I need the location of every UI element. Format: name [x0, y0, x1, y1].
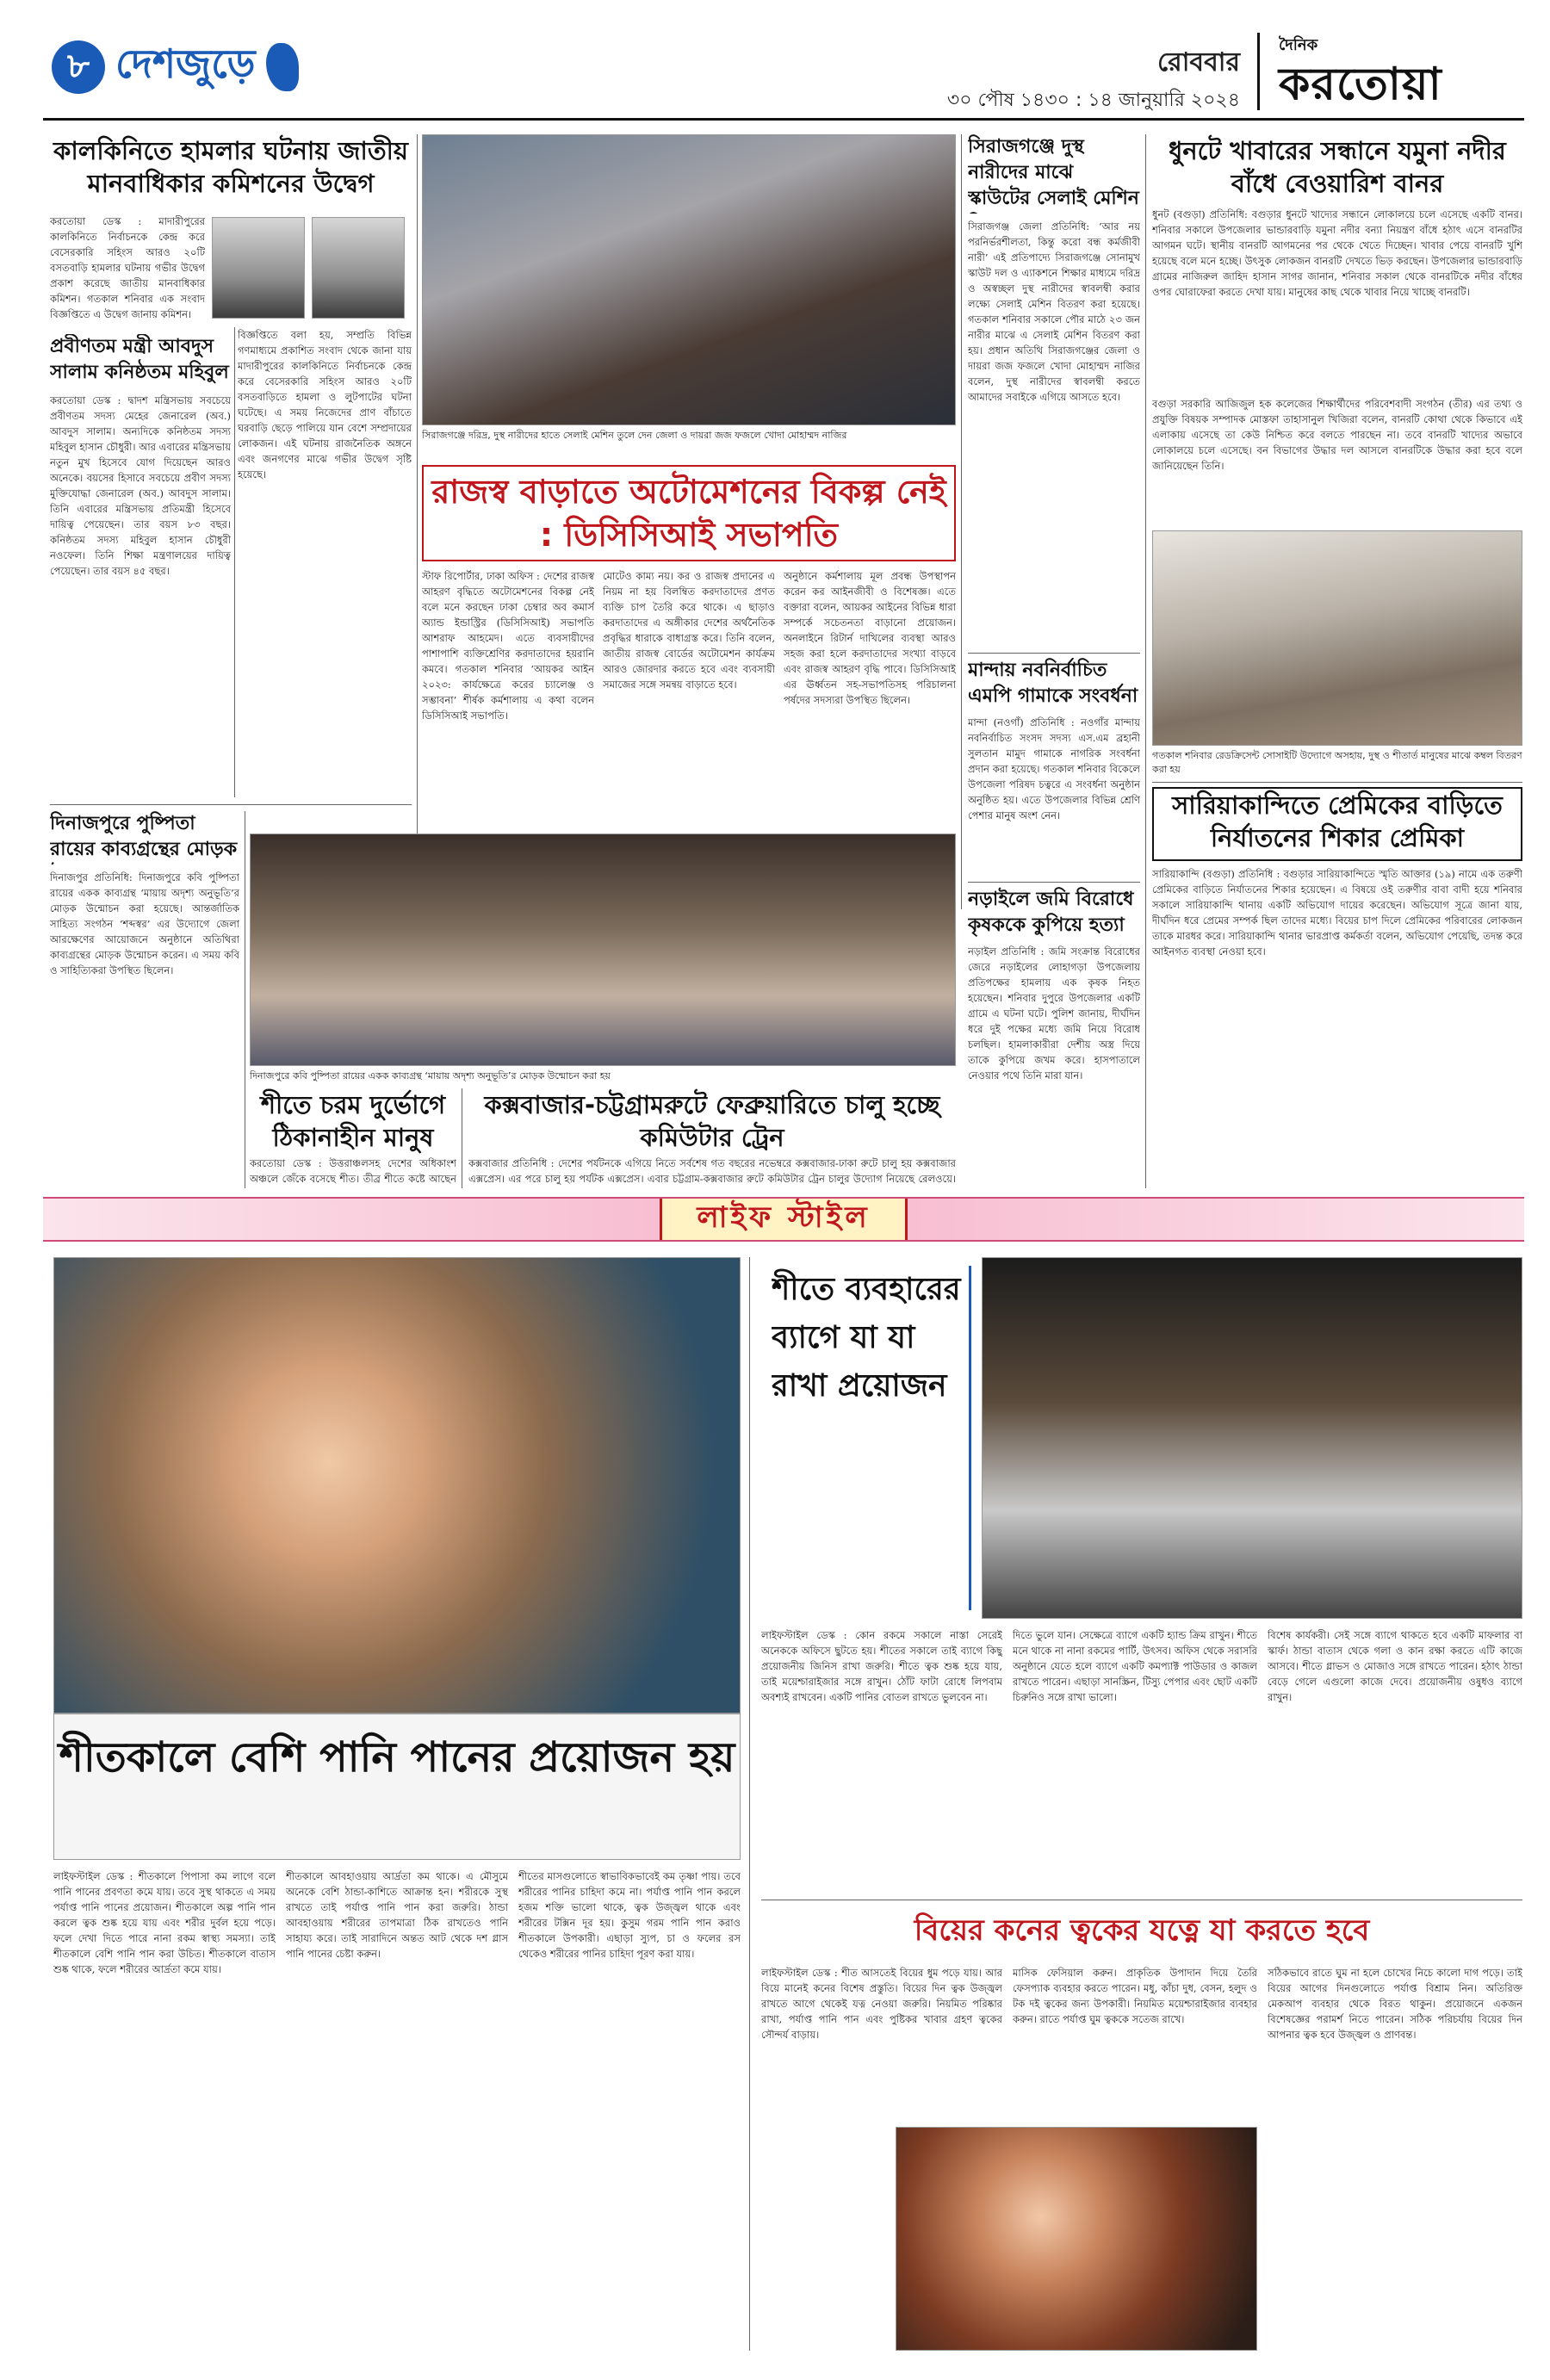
photo-blanket-distribution	[1152, 530, 1522, 746]
story-bag-body-2: দিতে ভুলে যান। সেক্ষেত্রে ব্যাগে একটি হ্যান্ড ক্রিম রাখুন। শীতে মনে থাকে না নানা রকমের পার্টি, উৎসব। অফিস থেকে সরাসরি অনুষ্ঠানে যেতে হলে ব্যাগে একটি কমপ্যাক্ট পাউডার ও কাজল রাখতে পারেন। এছাড়া সানস্ক্রিন, টিস্যু পেপার এবং ছোট একটি চিরুনিও সঙ্গে রাখা ভালো।	[1013, 1629, 1257, 1703]
story-dinajpur-body: দিনাজপুর প্রতিনিধি: দিনাজপুরে কবি পুষ্পিতা রায়ের একক কাব্যগ্রন্থ ‘মায়ায় অদৃশ্য অনুভূতি’র মোড়ক উন্মোচন করা হয়েছে। আন্তর্জাতিক সাহিত্য সংগঠন ‘শব্দস্বর’ এর উদ্যোগে জেলা আরক্ষেণের আয়োজনে অনুষ্ঠানে অতিথিরা কাব্যগ্রন্থের মোড়ক উন্মোচন করেন। এ সময় কবি ও সাহিত্যিকরা উপস্থিত ছিলেন।	[50, 871, 239, 976]
story-kalkini-continued: বিজ্ঞপ্তিতে বলা হয়, সম্প্রতি বিভিন্ন গণমাধ্যমে প্রকাশিত সংবাদ থেকে জানা যায় মাদারীপুরের কালকিনিতে নির্বাচনকে কেন্দ্র করে বেসেরকারি সহিংস আরও ২০টি বসতবাড়িতে হামলা ও লুটপাটের ঘটনা ঘটেছে। এ সময় নিজেদের প্রাণ বাঁচাতে ঘরবাড়ি ছেড়ে পালিয়ে যান বেশে সম্প্রদায়ের লোকজন। এই ঘটনায় রাজনৈতিক অঙ্গনে এবং জনগণের মাঝে গভীর উদ্বেগ সৃষ্টি হয়েছে।	[238, 329, 412, 480]
section-rule	[968, 882, 1140, 883]
story-mandar-body: মান্দা (নওগাঁ) প্রতিনিধি : নওগাঁর মান্দায় নবনির্বাচিত সংসদ সদস্য এস.এম ব্রহানী সুলতান মামুদ গামাকে নাগরিক সংবর্ধনা প্রদান করা হয়েছে। গতকাল শনিবার বিকেলে উপজেলা পরিষদ চত্বরে এ সংবর্ধনা অনুষ্ঠান অনুষ্ঠিত হয়। এতে উপজেলার বিভিন্ন শ্রেণি পেশার মানুষ অংশ নেন।	[968, 716, 1140, 821]
story-yamuna-body: ধুনট (বগুড়া) প্রতিনিধি: বগুড়ার ধুনটে খাদ্যের সন্ধানে লোকালয়ে চলে এসেছে একটি বানর। শনিবার সকালে উপজেলার ভান্ডারবাড়ি যমুনা নদীর বন্যা নিয়ন্ত্রণ বাঁধে হঠাৎ এসে বানরটির আগমন ঘটে। স্থানীয় বানরটি আগমনের পর থেকে খেতে দিচ্ছেন। খাবার পেয়ে বানরটি খুশি হয়েছে বলে মনে হচ্ছে। উৎসুক লোকজন বানরটি দেখতে ভিড় করছেন। উপজেলার ভান্ডারবাড়ি গ্রামের নাজিরুল জাহিদ হাসান সাগর জানান, শনিবার সকাল থেকে বানরটিকে নদীর বাঁধের ওপর ঘোরাফেরা করতে দেখা যায়। মানুষের কাছ থেকে খাবার নিয়ে খাচ্ছে বানরটি।	[1152, 208, 1522, 298]
story-automation-body-1: স্টাফ রিপোর্টার, ঢাকা অফিস : দেশের রাজস্ব আহরণ বৃদ্ধিতে অটোমেশনের বিকল্প নেই বলে মনে করছেন ঢাকা চেম্বার অব কমার্স অ্যান্ড ইন্ডাস্ট্রির (ডিসিসিআই) সভাপতি আশরাফ আহমেদ। এতে ব্যবসায়ীদের পাশাপাশি ব্যক্তিশ্রেণির করদাতাদের হয়রানি কমবে। গতকাল শনিবার ‘আয়কর আইন ২০২৩: কার্যক্ষেত্রে করের চ্যালেঞ্জ ও সম্ভাবনা’ শীর্ষক কর্মশালায় এ কথা বলেন ডিসিসিআই সভাপতি।	[422, 570, 594, 722]
story-water-body-2: শীতকালে আবহাওয়ায় আর্দ্রতা কম থাকে। এ মৌসুমে অনেকে বেশি ঠান্ডা-কাশিতে আক্রান্ত হন। শরীরকে সুস্থ রাখতে তাই পর্যাপ্ত পানি পান করা জরুরি। ঠান্ডা আবহাওয়ায় শরীরের তাপমাত্রা ঠিক রাখতেও পানি সাহায্য করে। তাই সারাদিনে অন্তত আট থেকে দশ গ্লাস পানি পানের চেষ্টা করুন।	[286, 1870, 508, 1960]
headline-kalkini: কালকিনিতে হামলার ঘটনায় জাতীয় মানবাধিকার কমিশনের উদ্বেগ	[53, 136, 408, 198]
caption-dinajpur: দিনাজপুরে কবি পুষ্পিতা রায়ের একক কাব্যগ্রন্থ ‘মায়ায় অদৃশ্য অনুভূতি’র মোড়ক উন্মোচন করা হয়	[250, 1070, 611, 1082]
photo-sewing-machine-distribution	[422, 134, 956, 425]
section-logo	[52, 34, 299, 100]
headline-bride: বিয়ের কনের ত্বকের যত্নে যা করতে হবে	[914, 1913, 1370, 1948]
column-rule	[234, 327, 235, 797]
story-sewing-body: সিরাজগঞ্জ জেলা প্রতিনিধি: ‘আর নয় পরনির্ভরশীলতা, কিন্তু করো বন্ধ কর্মজীবী নারী’ এই প্রতিপাদ্যে সিরাজগঞ্জে সোনামুখ স্কাউট দল ও এ্যাকশনে শিক্ষার মাধ্যমে দরিদ্র ও অস্বচ্ছল দুস্থ নারীদের স্বাবলম্বী করার লক্ষ্যে সেলাই মেশিন বিতরণ করা হয়েছে। গতকাল শনিবার সকালে পৌর মাঠে ২৩ জন নারীর মাঝে এ সেলাই মেশিন বিতরণ করা হয়। প্রধান অতিথি সিরাজগঞ্জের জেলা ও দায়রা জজ ফজলে খোদা মোহাম্মদ নাজির বলেন, দুস্থ নারীদের স্বাবলম্বী করতে আমাদের সবাইকে এগিয়ে আসতে হবে।	[968, 220, 1140, 403]
brand-logo	[1257, 33, 1516, 110]
headline-sariakandi: সারিয়াকান্দিতে প্রেমিকের বাড়িতে নির্যাতনের শিকার প্রেমিকা	[1152, 787, 1522, 861]
headline-mandar: মান্দায় নবনির্বাচিত এমপি গামাকে সংবর্ধনা	[968, 660, 1138, 707]
headline-yamuna: ধুনটে খাবারের সন্ধানে যমুনা নদীর বাঁধে বেওয়ারিশ বানর	[1169, 136, 1506, 198]
lifestyle-banner-label: লাইফ স্টাইল	[660, 1197, 907, 1242]
portrait-mohibul-hasan	[312, 217, 405, 319]
headline-minister: প্রবীণতম মন্ত্রী আবদুস সালাম কনিষ্ঠতম মহিবুল	[50, 336, 229, 383]
headline-narail: নড়াইলে জমি বিরোধে কৃষককে কুপিয়ে হত্যা	[968, 889, 1134, 936]
date: ৩০ পৌষ ১৪৩০ : ১৪ জানুয়ারি ২০২৪	[946, 90, 1240, 111]
bangladesh-map-icon	[266, 43, 299, 91]
section-name: দেশজুড়ে	[115, 40, 256, 87]
headline-automation: রাজস্ব বাড়াতে অটোমেশনের বিকল্প নেই : ডিসিসিআই সভাপতি	[422, 465, 956, 561]
column-rule	[961, 134, 962, 909]
story-bride-body-1: লাইফস্টাইল ডেস্ক : শীত আসতেই বিয়ের ধুম পড়ে যায়। আর বিয়ে মানেই কনের বিশেষ প্রস্তুতি। বিয়ের দিন ত্বক উজ্জ্বল রাখতে আগে থেকেই যত্ন নেওয়া জরুরি। নিয়মিত পরিষ্কার রাখা, পর্যাপ্ত পানি পান এবং পুষ্টিকর খাবার গ্রহণ ত্বকের সৌন্দর্য বাড়ায়।	[761, 1967, 1002, 2041]
photo-book-launch	[250, 834, 956, 1066]
story-water-body-3: শীতের মাসগুলোতে স্বাভাবিকভাবেই কম তৃষ্ণা পায়। তবে শরীরের পানির চাহিদা কমে না। পর্যাপ্ত পানি পান করলে হজম শক্তি ভালো থাকে, ত্বক উজ্জ্বল থাকে এবং শরীরের টক্সিন দূর হয়। কুসুম গরম পানি পান করাও শীতকালে উপকারী। এছাড়া স্যুপ, চা ও ফলের রস থেকেও শরীরের পানির চাহিদা পূরণ করা যায়।	[518, 1870, 741, 1960]
photo-bride	[896, 2127, 1257, 2351]
photo-woman-drinking-water	[53, 1257, 741, 1714]
section-rule	[968, 653, 1140, 654]
photo-winter-bag	[982, 1257, 1522, 1619]
caption-blanket: গতকাল শনিবার রেডক্রিসেন্ট সোসাইটি উদ্যোগে অসহায়, দুস্থ ও শীতার্ত মানুষের মাঝে কম্বল বিতরণ করা হয়	[1152, 750, 1522, 775]
lifestyle-banner	[43, 1197, 1524, 1242]
column-rule	[1145, 134, 1146, 1188]
story-automation-body-2: মোটেও কাম্য নয়। কর ও রাজস্ব প্রদানের এ নিয়ম না হয় বিলম্বিত করদাতাদের প্রণত ব্যক্তি চাপ তৈরি করে থাকে। এ ছাড়াও করদাতাদের এ অঙ্গীকার দেশের অর্থনৈতিক প্রবৃদ্ধির ধারাকে বাধাগ্রস্ত করে। তিনি বলেন, জাতীয় রাজস্ব বোর্ডের অটোমেশন কার্যক্রম আরও জোরদার করতে হবে এবং ব্যবসায়ী সমাজের সঙ্গে সমন্বয় বাড়াতে হবে।	[603, 570, 775, 691]
headline-bag: শীতে ব্যবহারের ব্যাগে যা যা রাখা প্রয়োজন	[772, 1266, 971, 1610]
story-kalkini-body: করতোয়া ডেস্ক : মাদারীপুরের কালকিনিতে নির্বাচনকে কেন্দ্র করে বেসেরকারি সহিংস আরও ২০টি বসতবাড়ি হামলার ঘটনায় গভীর উদ্বেগ প্রকাশ করেছে জাতীয় মানবাধিকার কমিশন। গতকাল শনিবার এক সংবাদ বিজ্ঞপ্তিতে এ উদ্বেগ জানায় কমিশন।	[50, 215, 205, 320]
dateline	[947, 41, 1240, 117]
column-rule	[417, 134, 418, 935]
story-cold-body: করতোয়া ডেস্ক : উত্তরাঞ্চলসহ দেশের অধিকাংশ অঞ্চলে জেঁকে বসেছে শীত। তীব্র শীতে কষ্টে আছেন	[250, 1157, 456, 1185]
story-automation-body-3: অনুষ্ঠানে কর্মশালায় মূল প্রবন্ধ উপস্থাপন করেন কর আইনজীবী ও বিশেষজ্ঞ। এতে বক্তারা বলেন, আয়কর আইনের বিভিন্ন ধারা সম্পর্কে সচেতনতা বাড়ানো প্রয়োজন। অনলাইনে রিটার্ন দাখিলের ব্যবস্থা আরও সহজ করা হলে করদাতাদের সংখ্যা বাড়বে এবং রাজস্ব আহরণ বৃদ্ধি পাবে। ডিসিসিআই এর ঊর্ধ্বতন সহ-সভাপতিসহ পরিচালনা পর্ষদের সদস্যরা উপস্থিত ছিলেন।	[784, 570, 956, 706]
section-rule	[1152, 782, 1522, 783]
story-bag-body-1: লাইফস্টাইল ডেস্ক : কোন রকমে সকালে নাস্তা সেরেই অনেককে অফিসে ছুটতে হয়। শীতের সকালে তাই ব্যাগে কিছু প্রয়োজনীয় জিনিস রাখা জরুরি। শীতে ত্বক শুষ্ক হয়ে যায়, তাই ময়েশ্চারাইজার সঙ্গে রাখুন। ঠোঁট ফাটা রোধে লিপবাম অবশ্যই রাখবেন। একটি পানির বোতল রাখতে ভুলবেন না।	[761, 1629, 1002, 1703]
story-train-body: কক্সবাজার প্রতিনিধি : দেশের পর্যটনকে এগিয়ে নিতে সর্বশেষ গত বছরের নভেম্বরে কক্সবাজার-ঢাকা রুটে চালু হয় কক্সবাজার এক্সপ্রেস। এর পরে চালু হয় পর্যটক এক্সপ্রেস। এবার চট্টগ্রাম-কক্সবাজার রুটে কমিউটার ট্রেন চালুর উদ্যোগ নিয়েছে রেলওয়ে।	[468, 1157, 956, 1185]
story-narail-body: নড়াইল প্রতিনিধি : জমি সংক্রান্ত বিরোধের জেরে নড়াইলের লোহাগড়া উপজেলায় প্রতিপক্ষের হামলায় এক কৃষক নিহত হয়েছেন। শনিবার দুপুরে উপজেলার একটি গ্রামে এ ঘটনা ঘটে। পুলিশ জানায়, দীর্ঘদিন ধরে দুই পক্ষের মধ্যে জমি নিয়ে বিরোধ চলছিল। হামলাকারীরা দেশীয় অস্ত্র দিয়ে তাকে কুপিয়ে জখম করে। হাসপাতালে নেওয়ার পথে তিনি মারা যান।	[968, 945, 1140, 1082]
headline-sewing: সিরাজগঞ্জে দুস্থ নারীদের মাঝে স্কাউটের সেলাই মেশিন	[968, 136, 1139, 209]
story-bride-body-2: মাসিক ফেসিয়াল করুন। প্রাকৃতিক উপাদান দিয়ে তৈরি ফেসপ্যাক ব্যবহার করতে পারেন। মধু, কাঁচা দুধ, বেসন, হলুদ ও টক দই ত্বকের জন্য উপকারী। নিয়মিত ময়েশ্চারাইজার ব্যবহার করুন। রাতে পর্যাপ্ত ঘুম ত্বককে সতেজ রাখে।	[1013, 1967, 1257, 2025]
headline-train: কক্সবাজার-চট্টগ্রামরুটে ফেব্রুয়ারিতে চালু হচ্ছে কমিউটার ট্রেন	[484, 1090, 940, 1152]
section-rule	[50, 804, 412, 805]
story-bag-body-3: বিশেষ কার্যকরী। সেই সঙ্গে ব্যাগে থাকতে হবে একটি মাফলার বা স্কার্ফ। ঠান্ডা বাতাস থেকে গলা ও কান রক্ষা করতে এটি কাজে আসবে। শীতে গ্লাভস ও মোজাও সঙ্গে রাখতে পারেন। হঠাৎ ঠান্ডা বেড়ে গেলে এগুলো কাজে দেবে। প্রয়োজনীয় ওষুধও ব্যাগে রাখুন।	[1268, 1629, 1522, 1703]
page-number: ৮	[52, 40, 105, 94]
brand-name: করতোয়া	[1279, 59, 1442, 110]
caption-sirajganj: সিরাজগঞ্জে দরিদ্র, দুস্থ নারীদের হাতে সেলাই মেশিন তুলে দেন জেলা ও দায়রা জজ ফজলে খোদা মোহাম্মদ নাজির	[422, 430, 847, 441]
column-rule	[749, 1257, 750, 2351]
story-bride-body-3: সঠিকভাবে রাতে ঘুম না হলে চোখের নিচে কালো দাগ পড়ে। তাই বিয়ের আগের দিনগুলোতে পর্যাপ্ত বিশ্রাম নিন। অতিরিক্ত মেকআপ ব্যবহার থেকে বিরত থাকুন। প্রয়োজনে একজন বিশেষজ্ঞের পরামর্শ নিতে পারেন। সঠিক পরিচর্যায় বিয়ের দিন আপনার ত্বক হবে উজ্জ্বল ও প্রাণবন্ত।	[1268, 1967, 1522, 2041]
story-water-body-1: লাইফস্টাইল ডেস্ক : শীতকালে পিপাসা কম লাগে বলে পানি পানের প্রবণতা কমে যায়। তবে সুস্থ থাকতে এ সময় পর্যাপ্ত পানি পানের প্রয়োজন। শীতকালে অল্প পানি পান করলে ত্বক শুষ্ক হয়ে যায় এবং শরীর দুর্বল হয়ে পড়ে। ফলে দেখা দিতে পারে নানা রকম স্বাস্থ্য সমস্যা। তাই শীতকালে বেশি পানি পান করা উচিত। শীতকালে বাতাস শুষ্ক থাকে, ফলে শরীরের আর্দ্রতা কমে যায়।	[53, 1870, 276, 1975]
masthead	[43, 26, 1524, 121]
story-minister-body: করতোয়া ডেস্ক : দ্বাদশ মন্ত্রিসভায় সবচেয়ে প্রবীণতম সদস্য মেহের জেনারেল (অব.) আবদুস সালাম। অন্যদিকে কনিষ্ঠতম সদস্য মহিবুল হাসান চৌধুরী। আর এবারের মন্ত্রিসভায় নতুন মুখ হিসেবে যোগ দিয়েছেন আরও অনেকে। বয়সের হিসাবে সবচেয়ে প্রবীণ সদস্য মুক্তিযোদ্ধা জেনারেল (অব.) আবদুস সালাম। তিনি এবারের মন্ত্রিসভায় প্রতিমন্ত্রী হিসেবে দায়িত্ব পেয়েছেন। তার বয়স ৮৩ বছর। কনিষ্ঠতম সদস্য মহিবুল হাসান চৌধুরী নওফেল। তিনি শিক্ষা মন্ত্রণালয়ের দায়িত্ব পেয়েছেন। তার বয়স ৪৫ বছর।	[50, 394, 231, 577]
story-yamuna-body-2: বগুড়া সরকারি আজিজুল হক কলেজের শিক্ষার্থীদের পরিবেশবাদী সংগঠন (তীর) এর তথ্য ও প্রযুক্তি বিষয়ক সম্পাদক মোস্তফা তাহাসানুল খিজিরা বলেন, বানরটি কোথা থেকে কিভাবে এই এলাকায় এসেছে তা কেউ নিশ্চিত করে বলতে পারছেন না। তবে বানরটি খাদ্যের অভাবে লোকালয়ে চলে এসেছে। বন বিভাগের উদ্ধার দল আসলে বানরটিকে উদ্ধার করা হবে বলে জানিয়েছেন তিনি।	[1152, 398, 1522, 472]
story-sariakandi-body: সারিয়াকান্দি (বগুড়া) প্রতিনিধি : বগুড়ার সারিয়াকান্দিতে স্মৃতি আক্তার (১৯) নামে এক তরুণী প্রেমিকের বাড়িতে নির্যাতনের শিকার হয়েছেন। এ বিষয়ে ওই তরুণীর বাবা বাদী হয়ে শনিবার সকালে সারিয়াকান্দি থানায় একটি অভিযোগ দায়ের করেছেন। অভিযোগ সূত্রে জানা যায়, দীর্ঘদিন ধরে প্রেমের সম্পর্ক ছিল তাদের মধ্যে। বিয়ের চাপ দিলে প্রেমিকের পরিবারের লোকজন তাকে মারধর করে। সারিয়াকান্দি থানার ভারপ্রাপ্ত কর্মকর্তা বলেন, অভিযোগ পেয়েছি, তদন্ত করে আইনগত ব্যবস্থা নেওয়া হবে।	[1152, 868, 1522, 958]
day: রোববার	[1157, 47, 1240, 77]
brand-prefix: দৈনিক	[1279, 36, 1318, 54]
headline-dinajpur: দিনাজপুরে পুষ্পিতা রায়ের কাব্যগ্রন্থের মোড়ক	[50, 813, 238, 860]
headline-cold: শীতে চরম দুর্ভোগে ঠিকানাহীন মানুষ	[260, 1090, 446, 1152]
portrait-abdus-salam	[212, 217, 305, 319]
headline-water: শীতকালে বেশি পানি পানের প্রয়োজন হয়	[53, 1714, 741, 1860]
